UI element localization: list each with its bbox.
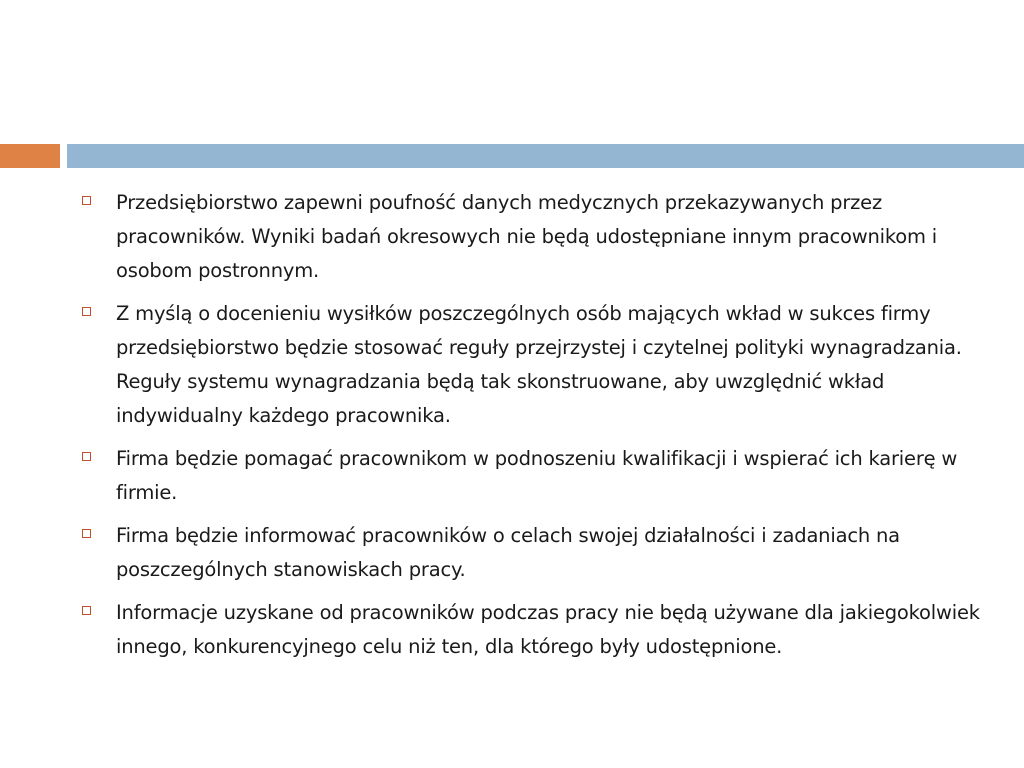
list-item — [80, 297, 980, 433]
square-bullet-icon — [82, 606, 91, 615]
bullet-text: Z myślą o docenieniu wysiłków poszczególnych osób mających wkład w sukces firmy przedsiębiorstwo będzie stosować reguły przejrzystej i czytelnej polityki wynagradzania. Reguły systemu wynagradzania będą tak skonstruowane, aby uwzględnić wkład indywidualny każdego pracownika. — [116, 302, 962, 427]
square-bullet-icon — [82, 452, 91, 461]
bullet-list — [80, 186, 980, 673]
list-item — [80, 186, 980, 288]
accent-bar-orange — [0, 144, 60, 168]
square-bullet-icon — [82, 307, 91, 316]
square-bullet-icon — [82, 529, 91, 538]
bullet-text: Informacje uzyskane od pracowników podczas pracy nie będą używane dla jakiegokolwiek innego, konkurencyjnego celu niż ten, dla którego były udostępnione. — [116, 601, 980, 658]
bullet-text: Przedsiębiorstwo zapewni poufność danych medycznych przekazywanych przez pracowników. Wyniki badań okresowych nie będą udostępniane innym pracownikom i osobom postronnym. — [116, 191, 937, 282]
square-bullet-icon — [82, 196, 91, 205]
list-item — [80, 442, 980, 510]
list-item — [80, 519, 980, 587]
bullet-text: Firma będzie informować pracowników o celach swojej działalności i zadaniach na poszczególnych stanowiskach pracy. — [116, 524, 900, 581]
bullet-text: Firma będzie pomagać pracownikom w podnoszeniu kwalifikacji i wspierać ich karierę w firmie. — [116, 447, 958, 504]
list-item — [80, 596, 980, 664]
accent-bar-blue — [67, 144, 1024, 168]
